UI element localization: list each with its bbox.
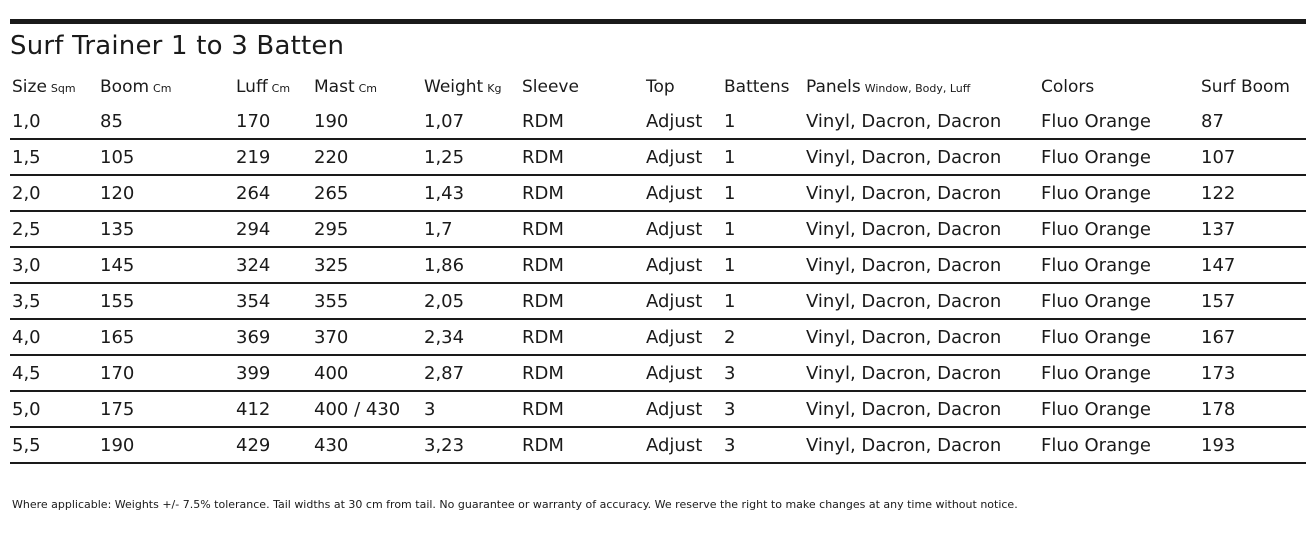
cell-weight: 1,07 <box>422 104 520 139</box>
cell-panels: Vinyl, Dacron, Dacron <box>804 355 1039 391</box>
footnote: Where applicable: Weights +/- 7.5% tolerance. Tail widths at 30 cm from tail. No guarantee or warranty of accuracy. We reserve the right to make changes at any time without notice. <box>12 498 1018 511</box>
cell-battens: 1 <box>722 175 804 211</box>
header-label: Surf Boom <box>1201 77 1290 97</box>
cell-battens: 2 <box>722 319 804 355</box>
cell-surf-boom: 107 <box>1199 139 1306 175</box>
cell-boom: 105 <box>98 139 234 175</box>
top-rule <box>10 19 1306 24</box>
cell-mast: 370 <box>312 319 422 355</box>
cell-colors: Fluo Orange <box>1039 319 1199 355</box>
cell-surf-boom: 147 <box>1199 247 1306 283</box>
cell-sleeve: RDM <box>520 247 644 283</box>
header-label: Weight <box>424 77 484 97</box>
header-battens <box>722 70 804 104</box>
page-title: Surf Trainer 1 to 3 Batten <box>10 31 345 61</box>
cell-luff: 264 <box>234 175 312 211</box>
cell-battens: 3 <box>722 427 804 463</box>
cell-size: 5,5 <box>10 427 98 463</box>
cell-boom: 135 <box>98 211 234 247</box>
cell-battens: 1 <box>722 247 804 283</box>
cell-luff: 369 <box>234 319 312 355</box>
cell-luff: 399 <box>234 355 312 391</box>
header-size <box>10 70 98 104</box>
cell-sleeve: RDM <box>520 427 644 463</box>
cell-top: Adjust <box>644 247 722 283</box>
cell-mast: 400 / 430 <box>312 391 422 427</box>
cell-panels: Vinyl, Dacron, Dacron <box>804 319 1039 355</box>
cell-mast: 265 <box>312 175 422 211</box>
header-label: Boom <box>100 77 150 97</box>
cell-sleeve: RDM <box>520 139 644 175</box>
cell-size: 3,0 <box>10 247 98 283</box>
cell-size: 1,5 <box>10 139 98 175</box>
header-colors <box>1039 70 1199 104</box>
cell-weight: 2,05 <box>422 283 520 319</box>
cell-size: 3,5 <box>10 283 98 319</box>
table-row <box>10 139 1306 175</box>
cell-panels: Vinyl, Dacron, Dacron <box>804 391 1039 427</box>
cell-colors: Fluo Orange <box>1039 391 1199 427</box>
header-label: Sleeve <box>522 77 579 97</box>
cell-panels: Vinyl, Dacron, Dacron <box>804 247 1039 283</box>
cell-top: Adjust <box>644 319 722 355</box>
cell-boom: 120 <box>98 175 234 211</box>
table-row <box>10 319 1306 355</box>
cell-surf-boom: 173 <box>1199 355 1306 391</box>
header-surf-boom <box>1199 70 1306 104</box>
specs-table <box>10 70 1306 464</box>
cell-weight: 1,43 <box>422 175 520 211</box>
cell-colors: Fluo Orange <box>1039 104 1199 139</box>
table-row <box>10 391 1306 427</box>
header-panels <box>804 70 1039 104</box>
cell-colors: Fluo Orange <box>1039 427 1199 463</box>
cell-luff: 170 <box>234 104 312 139</box>
cell-top: Adjust <box>644 104 722 139</box>
cell-panels: Vinyl, Dacron, Dacron <box>804 104 1039 139</box>
header-weight <box>422 70 520 104</box>
cell-top: Adjust <box>644 427 722 463</box>
cell-battens: 1 <box>722 283 804 319</box>
cell-luff: 324 <box>234 247 312 283</box>
header-unit: Cm <box>358 82 378 95</box>
cell-surf-boom: 87 <box>1199 104 1306 139</box>
cell-panels: Vinyl, Dacron, Dacron <box>804 211 1039 247</box>
header-label: Top <box>646 77 675 97</box>
cell-panels: Vinyl, Dacron, Dacron <box>804 427 1039 463</box>
header-unit: Cm <box>271 82 291 95</box>
cell-size: 5,0 <box>10 391 98 427</box>
cell-surf-boom: 193 <box>1199 427 1306 463</box>
cell-mast: 355 <box>312 283 422 319</box>
table-body <box>10 104 1306 463</box>
table-row <box>10 211 1306 247</box>
header-top <box>644 70 722 104</box>
cell-mast: 325 <box>312 247 422 283</box>
cell-battens: 1 <box>722 211 804 247</box>
header-luff <box>234 70 312 104</box>
cell-sleeve: RDM <box>520 319 644 355</box>
cell-battens: 3 <box>722 355 804 391</box>
header-mast <box>312 70 422 104</box>
cell-luff: 354 <box>234 283 312 319</box>
cell-battens: 3 <box>722 391 804 427</box>
cell-size: 2,5 <box>10 211 98 247</box>
cell-colors: Fluo Orange <box>1039 139 1199 175</box>
cell-surf-boom: 167 <box>1199 319 1306 355</box>
cell-panels: Vinyl, Dacron, Dacron <box>804 139 1039 175</box>
cell-surf-boom: 157 <box>1199 283 1306 319</box>
cell-surf-boom: 178 <box>1199 391 1306 427</box>
cell-colors: Fluo Orange <box>1039 211 1199 247</box>
cell-panels: Vinyl, Dacron, Dacron <box>804 175 1039 211</box>
cell-sleeve: RDM <box>520 211 644 247</box>
cell-mast: 190 <box>312 104 422 139</box>
cell-top: Adjust <box>644 175 722 211</box>
cell-size: 4,0 <box>10 319 98 355</box>
cell-colors: Fluo Orange <box>1039 283 1199 319</box>
cell-surf-boom: 122 <box>1199 175 1306 211</box>
cell-mast: 430 <box>312 427 422 463</box>
cell-mast: 400 <box>312 355 422 391</box>
cell-top: Adjust <box>644 211 722 247</box>
table-row <box>10 355 1306 391</box>
cell-luff: 429 <box>234 427 312 463</box>
header-unit: Window, Body, Luff <box>864 82 971 95</box>
cell-mast: 295 <box>312 211 422 247</box>
cell-battens: 1 <box>722 104 804 139</box>
header-label: Luff <box>236 77 268 97</box>
cell-weight: 3 <box>422 391 520 427</box>
cell-colors: Fluo Orange <box>1039 247 1199 283</box>
cell-top: Adjust <box>644 391 722 427</box>
header-unit: Kg <box>487 82 502 95</box>
cell-luff: 294 <box>234 211 312 247</box>
cell-boom: 155 <box>98 283 234 319</box>
cell-luff: 219 <box>234 139 312 175</box>
cell-boom: 145 <box>98 247 234 283</box>
header-label: Colors <box>1041 77 1095 97</box>
cell-boom: 170 <box>98 355 234 391</box>
cell-size: 2,0 <box>10 175 98 211</box>
cell-weight: 1,7 <box>422 211 520 247</box>
cell-weight: 1,86 <box>422 247 520 283</box>
cell-luff: 412 <box>234 391 312 427</box>
cell-battens: 1 <box>722 139 804 175</box>
cell-weight: 2,87 <box>422 355 520 391</box>
cell-boom: 175 <box>98 391 234 427</box>
table-row <box>10 247 1306 283</box>
cell-sleeve: RDM <box>520 104 644 139</box>
cell-size: 4,5 <box>10 355 98 391</box>
header-row <box>10 70 1306 104</box>
cell-panels: Vinyl, Dacron, Dacron <box>804 283 1039 319</box>
cell-surf-boom: 137 <box>1199 211 1306 247</box>
cell-weight: 1,25 <box>422 139 520 175</box>
cell-sleeve: RDM <box>520 283 644 319</box>
cell-sleeve: RDM <box>520 175 644 211</box>
cell-size: 1,0 <box>10 104 98 139</box>
header-label: Panels <box>806 77 861 97</box>
cell-sleeve: RDM <box>520 355 644 391</box>
header-label: Battens <box>724 77 790 97</box>
table-row <box>10 104 1306 139</box>
header-sleeve <box>520 70 644 104</box>
table-row <box>10 283 1306 319</box>
cell-mast: 220 <box>312 139 422 175</box>
header-label: Mast <box>314 77 355 97</box>
table-header <box>10 70 1306 104</box>
cell-boom: 165 <box>98 319 234 355</box>
cell-boom: 85 <box>98 104 234 139</box>
header-unit: Sqm <box>50 82 76 95</box>
cell-weight: 3,23 <box>422 427 520 463</box>
cell-boom: 190 <box>98 427 234 463</box>
cell-weight: 2,34 <box>422 319 520 355</box>
cell-top: Adjust <box>644 139 722 175</box>
table-row <box>10 427 1306 463</box>
table-row <box>10 175 1306 211</box>
cell-colors: Fluo Orange <box>1039 355 1199 391</box>
header-label: Size <box>12 77 47 97</box>
cell-sleeve: RDM <box>520 391 644 427</box>
cell-top: Adjust <box>644 355 722 391</box>
header-unit: Cm <box>153 82 172 95</box>
cell-colors: Fluo Orange <box>1039 175 1199 211</box>
cell-top: Adjust <box>644 283 722 319</box>
header-boom <box>98 70 234 104</box>
